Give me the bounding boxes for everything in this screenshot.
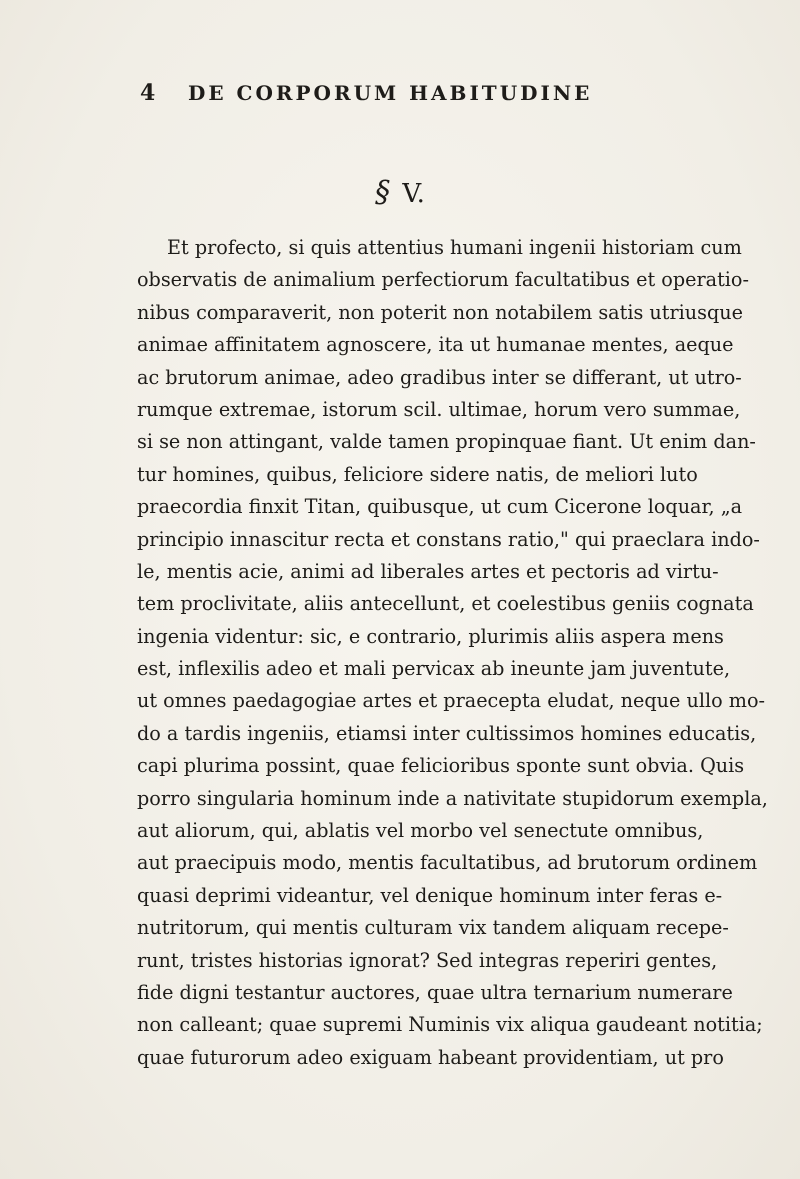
- text-line: si se non attingant, valde tamen propinquae fiant. Ut enim dan-: [137, 430, 756, 454]
- text-line: praecordia finxit Titan, quibusque, ut cum Cicerone loquar, „a: [137, 495, 743, 519]
- text-line: ut omnes paedagogiae artes et praecepta eludat, neque ullo mo-: [137, 689, 765, 713]
- text-line: porro singularia hominum inde a nativitate stupidorum exempla,: [137, 786, 768, 810]
- text-line: Et profecto, si quis attentius humani ingenii historiam cum: [167, 236, 742, 259]
- text-line: observatis de animalium perfectiorum facultatibus et operatio-: [137, 268, 749, 292]
- text-line: ac brutorum animae, adeo gradibus inter se differant, ut utro-: [137, 365, 742, 389]
- section-heading: [0, 175, 800, 210]
- text-line: aut praecipuis modo, mentis facultatibus, ad brutorum ordinem: [137, 851, 758, 875]
- text-line: tur homines, quibus, feliciore sidere natis, de meliori luto: [137, 462, 698, 486]
- text-line: est, inflexilis adeo et mali pervicax ab ineunte jam juventute,: [137, 657, 731, 681]
- text-line: quasi deprimi videantur, vel denique hominum inter feras e-: [137, 883, 723, 907]
- text-line: tem proclivitate, aliis antecellunt, et coelestibus geniis cognata: [137, 592, 754, 616]
- text-line: ingenia videntur: sic, e contrario, plurimis aliis aspera mens: [137, 624, 724, 648]
- text-line: do a tardis ingeniis, etiamsi inter cultissimos homines educatis,: [137, 721, 757, 745]
- body-paragraph: [137, 232, 768, 1074]
- text-line: aut aliorum, qui, ablatis vel morbo vel senectute omnibus,: [137, 819, 704, 843]
- text-line: fide digni testantur auctores, quae ultra ternarium numerare: [137, 980, 733, 1004]
- text-line: principio innascitur recta et constans ratio," qui praeclara indo-: [137, 527, 760, 551]
- running-head: [140, 80, 660, 114]
- running-title: DE CORPORUM HABITUDINE: [188, 81, 593, 105]
- section-sign: §: [375, 175, 391, 210]
- page-number: 4: [140, 80, 156, 106]
- text-line: rumque extremae, istorum scil. ultimae, horum vero summae,: [137, 397, 741, 421]
- text-line: animae affinitatem agnoscere, ita ut humanae mentes, aeque: [137, 333, 734, 357]
- text-line: nibus comparaverit, non poterit non notabilem satis utriusque: [137, 300, 743, 324]
- text-line: le, mentis acie, animi ad liberales artes et pectoris ad virtu-: [137, 559, 719, 583]
- text-line: non calleant; quae supremi Numinis vix aliqua gaudeant notitia;: [137, 1013, 763, 1037]
- section-number: V.: [402, 179, 425, 209]
- text-line: quae futurorum adeo exiguam habeant providentiam, ut pro: [137, 1045, 724, 1069]
- text-line: runt, tristes historias ignorat? Sed integras reperiri gentes,: [137, 948, 718, 972]
- text-line: nutritorum, qui mentis culturam vix tandem aliquam recepe-: [137, 916, 729, 940]
- text-line: capi plurima possint, quae felicioribus sponte sunt obvia. Quis: [137, 754, 745, 778]
